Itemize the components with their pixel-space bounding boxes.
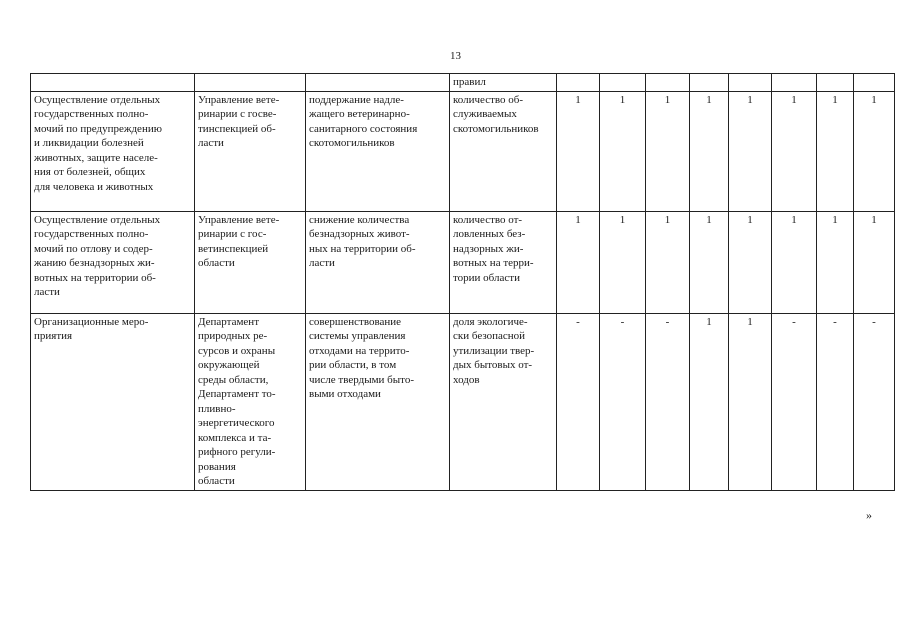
- value-cell: 1: [690, 313, 729, 490]
- executor-cell: Управление вете- ринарии с гос- ветинспекцией области: [195, 211, 306, 313]
- value-cell: 1: [646, 211, 690, 313]
- table-row: [31, 313, 895, 490]
- value-cell: -: [817, 313, 854, 490]
- value-cell: 1: [557, 91, 600, 211]
- page-number: 13: [450, 50, 461, 62]
- executor-cell: [195, 74, 306, 92]
- value-cell: [557, 74, 600, 92]
- activity-cell: Осуществление отдельных государственных полно- мочий по предупреждению и ликвидации болезней животных, защите населе- ния от болезней, общих для человека и животных: [31, 91, 195, 211]
- value-cell: 1: [729, 313, 772, 490]
- value-cell: [729, 74, 772, 92]
- value-cell: -: [854, 313, 895, 490]
- indicator-cell: правил: [450, 74, 557, 92]
- value-cell: 1: [772, 211, 817, 313]
- value-cell: 1: [600, 91, 646, 211]
- table-row: [31, 91, 895, 211]
- value-cell: 1: [557, 211, 600, 313]
- value-cell: [817, 74, 854, 92]
- activities-table: [30, 73, 895, 491]
- activity-cell: [31, 74, 195, 92]
- value-cell: -: [557, 313, 600, 490]
- value-cell: [772, 74, 817, 92]
- value-cell: -: [646, 313, 690, 490]
- indicator-cell: количество от- ловленных без- надзорных жи- вотных на терри- тории области: [450, 211, 557, 313]
- indicator-cell: доля экологиче- ски безопасной утилизации твер- дых бытовых от- ходов: [450, 313, 557, 490]
- executor-cell: Управление вете- ринарии с госве- тинспекцией об- ласти: [195, 91, 306, 211]
- goal-cell: [306, 74, 450, 92]
- value-cell: 1: [854, 211, 895, 313]
- value-cell: 1: [729, 91, 772, 211]
- value-cell: 1: [854, 91, 895, 211]
- value-cell: 1: [772, 91, 817, 211]
- table-row: [31, 211, 895, 313]
- executor-cell: Департамент природных ре- сурсов и охраны окружающей среды области, Департамент то- пливно- энергетического комплекса и та- рифного регули- рования области: [195, 313, 306, 490]
- value-cell: [690, 74, 729, 92]
- value-cell: 1: [690, 211, 729, 313]
- goal-cell: совершенствование системы управления отходами на террито- рии области, в том числе твердыми быто- выми отходами: [306, 313, 450, 490]
- closing-quote: »: [866, 508, 872, 522]
- value-cell: [854, 74, 895, 92]
- indicator-cell: количество об- служиваемых скотомогильников: [450, 91, 557, 211]
- goal-cell: поддержание надле- жащего ветеринарно- санитарного состояния скотомогильников: [306, 91, 450, 211]
- value-cell: 1: [817, 211, 854, 313]
- value-cell: -: [600, 313, 646, 490]
- value-cell: 1: [600, 211, 646, 313]
- table-row: [31, 74, 895, 92]
- value-cell: [600, 74, 646, 92]
- value-cell: 1: [690, 91, 729, 211]
- value-cell: -: [772, 313, 817, 490]
- value-cell: 1: [646, 91, 690, 211]
- activity-cell: Организационные меро- приятия: [31, 313, 195, 490]
- value-cell: 1: [817, 91, 854, 211]
- goal-cell: снижение количества безнадзорных живот- ных на территории об- ласти: [306, 211, 450, 313]
- value-cell: [646, 74, 690, 92]
- value-cell: 1: [729, 211, 772, 313]
- activity-cell: Осуществление отдельных государственных полно- мочий по отлову и содер- жанию безнадзорных жи- вотных на территории об- ласти: [31, 211, 195, 313]
